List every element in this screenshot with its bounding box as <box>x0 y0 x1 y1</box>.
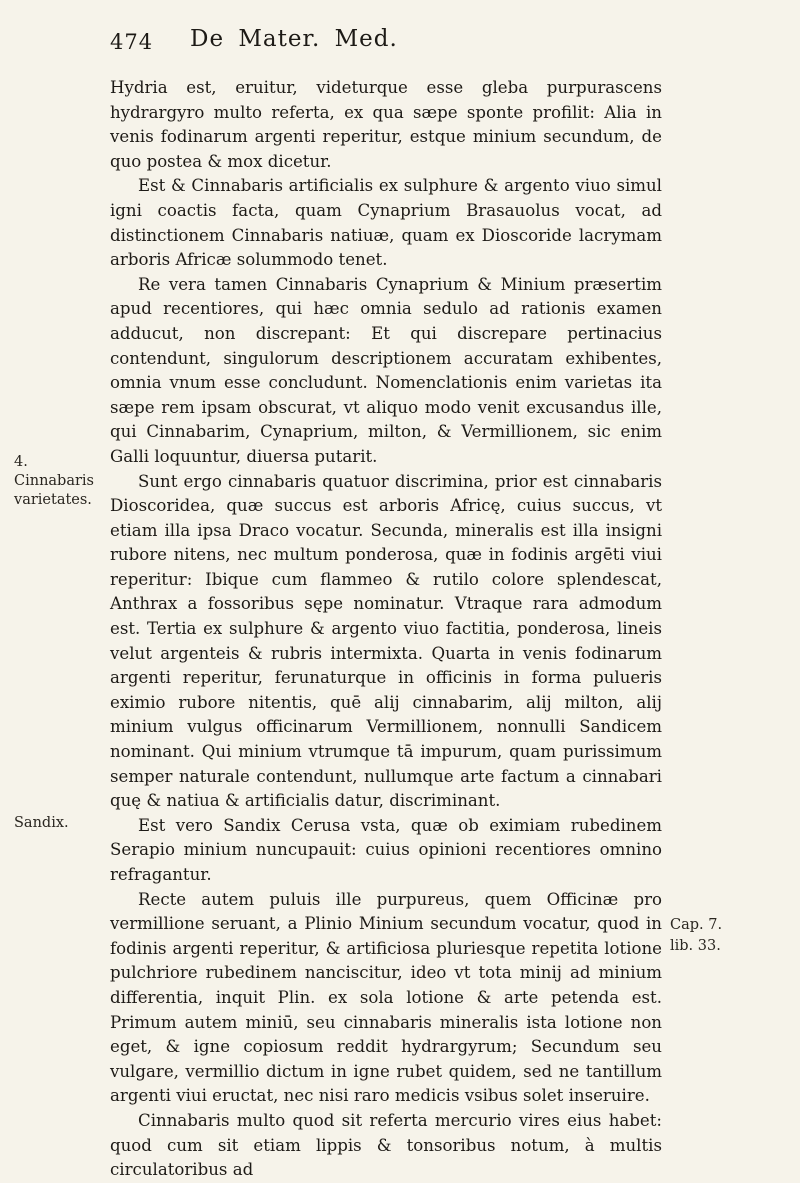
paragraph-7: Cinnabaris multo quod sit referta mercurio vires eius habet: quod cum sit etiam lippis & tonsoribus notum, à multis circulatoribus ad <box>110 1110 662 1180</box>
paragraph-6: Recte autem puluis ille purpureus, quem Officinæ pro vermillione seruant, a Plinio Minium secundum vocatur, quod in fodinis argenti reperitur, & artificiosa pluriesque repetita lotione pulchriore rubedinem nanciscitur, ideo vt tota minij ad minium differentia, inquit Plin. ex sola lotione & arte petenda est. Primum autem miniū, seu cinnabaris mineralis ista lotione non eget, & igne copiosum reddit hydrargyrum; Secundum seu vulgare, vermillio dictum in igne rubet quidem, sed ne tantillum argenti viui eructat, nec nisi raro medicis vsibus solet inseruire. <box>110 889 662 1106</box>
margin-note-book: lib. 33. <box>670 938 721 954</box>
body-text <box>110 76 662 1183</box>
margin-note-varietates: 4. Cinnabaris varietates. <box>14 454 94 508</box>
paragraph-5: Est vero Sandix Cerusa vsta, quæ ob eximiam rubedinem Serapio minium nuncupauit: cuius opinioni recentiores omnino refragantur. <box>110 815 662 884</box>
running-title: De Mater. Med. <box>190 26 398 52</box>
paragraph-2: Est & Cinnabaris artificialis ex sulphure & argento viuo simul igni coactis facta, quam Cynaprium Brasauolus vocat, ad distinctionem Cinnabaris natiuæ, quam ex Dioscoride lacrymam arboris Africæ solummodo tenet. <box>110 176 662 270</box>
paragraph-3: Re vera tamen Cinnabaris Cynaprium & Minium præsertim apud recentiores, qui hæc omnia sedulo ad rationis examen adducut, non discrepant: Et qui discrepare pertinacius contendunt, singulorum descriptionem accuratam exhibentes, omnia vnum esse concludunt. Nomenclationis enim varietas ita sæpe rem ipsam obscurat, vt aliquo modo venit excusandus ille, qui Cinnabarim, Cynaprium, milton, & Vermillionem, sic enim Galli loquuntur, diuersa putarit. <box>110 274 662 466</box>
paragraph-4: Sunt ergo cinnabaris quatuor discrimina, prior est cinnabaris Dioscoridea, quæ succus est arboris Africę, cuius succus, vt etiam illa ipsa Draco vocatur. Secunda, mineralis est illa insigni rubore nitens, nec multum ponderosa, quæ in fodinis argēti viui reperitur: Ibique cum flammeo & rutilo colore splendescat, Anthrax a fossoribus sępe nominatur. Vtraque rara admodum est. Tertia ex sulphure & argento viuo factitia, ponderosa, lineis velut argenteis & rubris intermixta. Quarta in venis fodinarum argenti reperitur, ferunaturque in officinis in forma pulueris eximio rubore nitentis, quē alij cinnabarim, alij milton, alij minium vulgus officinarum Vermillionem, nonnulli Sandicem nominant. Qui minium vtrumque tā impurum, quam purissimum semper naturale contendunt, nullumque arte factum a cinnabari quę & natiua & artificialis datur, discriminant. <box>110 471 662 811</box>
page-number: 474 <box>110 30 154 54</box>
margin-note-chapter: Cap. 7. <box>670 917 723 933</box>
margin-note-sandix: Sandix. <box>14 815 69 831</box>
page-header <box>110 26 670 60</box>
paragraph-1: Hydria est, eruitur, videturque esse gleba purpurascens hydrargyro multo referta, ex qua sæpe sponte profilit: Alia in venis fodinarum argenti reperitur, estque minium secundum, de quo postea & mox dicetur. <box>110 78 662 171</box>
